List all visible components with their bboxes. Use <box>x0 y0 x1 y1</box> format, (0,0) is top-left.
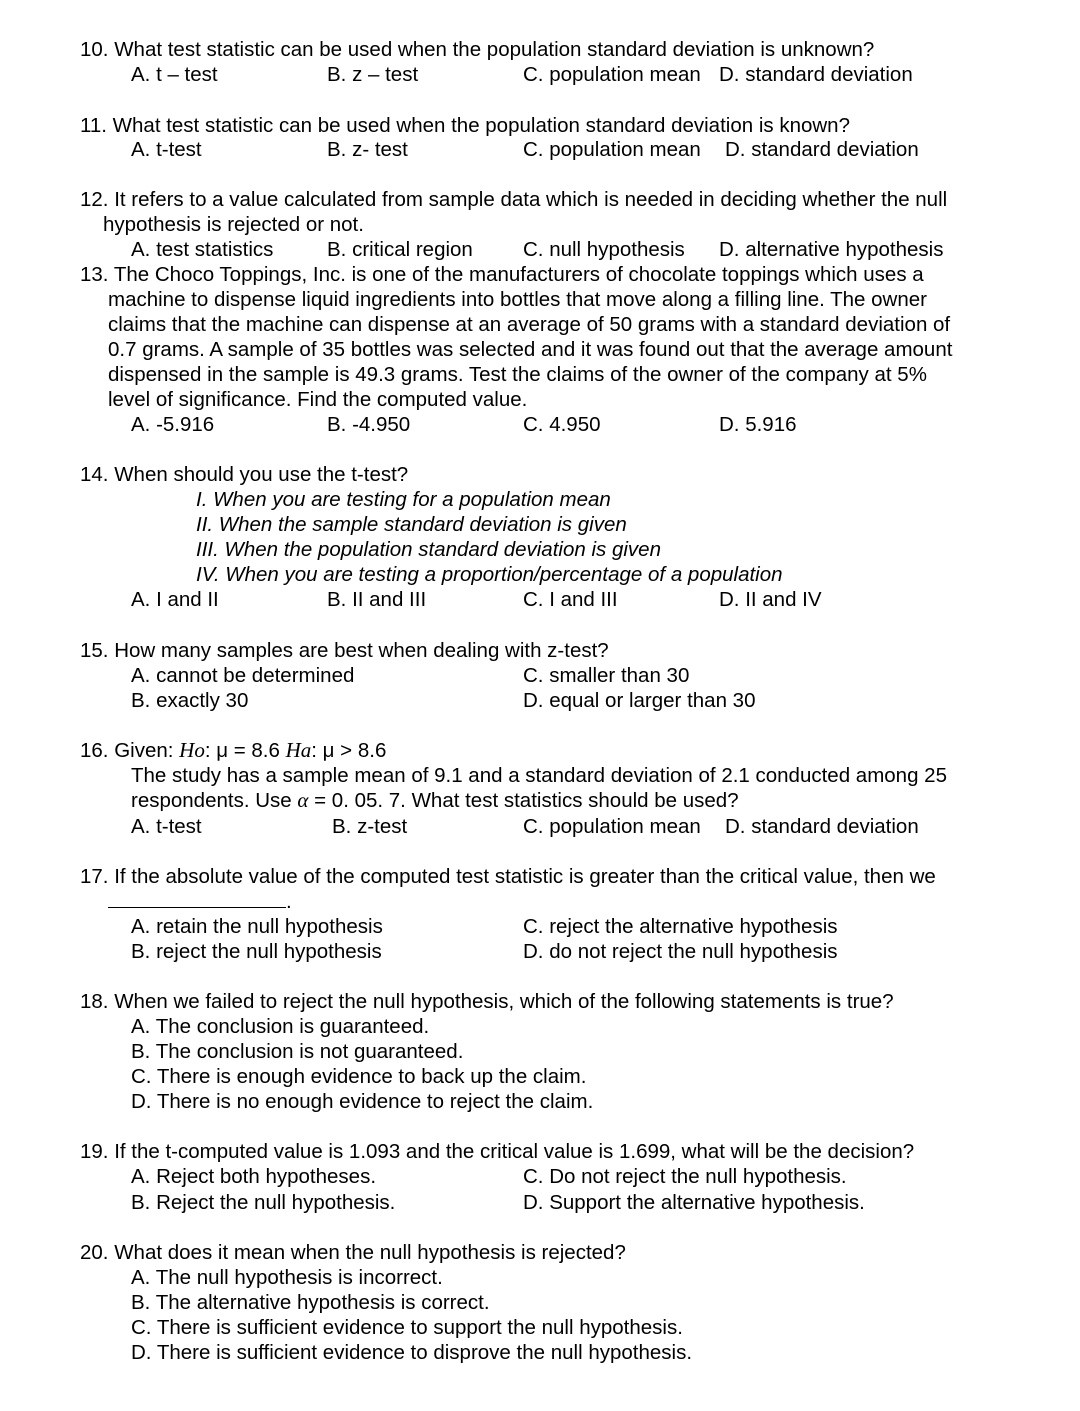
q11-option-d: D. standard deviation <box>725 138 919 161</box>
q16-alt-symbol: Ha <box>285 738 312 762</box>
q19-option-b: B. Reject the null hypothesis. <box>131 1191 396 1214</box>
q17-question: 17. If the absolute value of the computed test statistic is greater than the critical value, then we <box>80 865 936 888</box>
q14-statement-3: III. When the population standard deviation is given <box>196 538 661 561</box>
q14-option-d: D. II and IV <box>719 588 822 611</box>
q12-option-c: C. null hypothesis <box>523 238 685 261</box>
q10-question: 10. What test statistic can be used when the population standard deviation is unknown? <box>80 38 875 61</box>
q16-null-symbol: Ho <box>179 738 205 762</box>
q16-alt-hypothesis: : μ > 8.6 <box>311 739 387 762</box>
q13-option-a: A. -5.916 <box>131 413 215 436</box>
q17-answer-blank <box>108 889 292 914</box>
q16-line3-post: = 0. 05. 7. What test statistics should be used? <box>314 789 739 812</box>
q16-option-b: B. z-test <box>332 815 408 838</box>
q18-option-a: A. The conclusion is guaranteed. <box>131 1015 430 1038</box>
q12-option-d: D. alternative hypothesis <box>719 238 944 261</box>
q19-option-d: D. Support the alternative hypothesis. <box>523 1191 865 1214</box>
q16-option-d: D. standard deviation <box>725 815 919 838</box>
q13-question-line2: machine to dispense liquid ingredients into bottles that move along a filling line. The owner <box>108 288 927 311</box>
q14-statement-4: IV. When you are testing a proportion/percentage of a population <box>196 563 783 586</box>
q13-question-line3: claims that the machine can dispense at an average of 50 grams with a standard deviation of <box>108 313 951 336</box>
q14-option-c: C. I and III <box>523 588 618 611</box>
q11-option-a: A. t-test <box>131 138 202 161</box>
q10-option-d: D. standard deviation <box>719 63 913 86</box>
q17-blank-line <box>108 897 286 908</box>
q16-alpha-symbol: α <box>297 788 309 812</box>
q10-option-a: A. t – test <box>131 63 218 86</box>
q18-question: 18. When we failed to reject the null hypothesis, which of the following statements is true? <box>80 990 894 1013</box>
q18-option-b: B. The conclusion is not guaranteed. <box>131 1040 464 1063</box>
q15-option-a: A. cannot be determined <box>131 664 355 687</box>
q16-null-hypothesis: : μ = 8.6 <box>204 739 280 762</box>
q13-option-b: B. -4.950 <box>327 413 411 436</box>
q17-option-a: A. retain the null hypothesis <box>131 915 383 938</box>
q13-question-line4: 0.7 grams. A sample of 35 bottles was selected and it was found out that the average amount <box>108 338 953 361</box>
q14-option-a: A. I and II <box>131 588 219 611</box>
q16-option-c: C. population mean <box>523 815 701 838</box>
q13-option-c: C. 4.950 <box>523 413 601 436</box>
q15-question: 15. How many samples are best when dealing with z-test? <box>80 639 609 662</box>
q16-question-line2: The study has a sample mean of 9.1 and a standard deviation of 2.1 conducted among 25 <box>131 764 947 787</box>
q20-option-c: C. There is sufficient evidence to support the null hypothesis. <box>131 1316 683 1339</box>
q20-option-b: B. The alternative hypothesis is correct. <box>131 1291 490 1314</box>
q16-given-label: 16. Given: <box>80 739 174 762</box>
q16-line3-pre: respondents. Use <box>131 789 292 812</box>
q18-option-c: C. There is enough evidence to back up the claim. <box>131 1065 587 1088</box>
q12-option-a: A. test statistics <box>131 238 274 261</box>
q19-option-a: A. Reject both hypotheses. <box>131 1165 377 1188</box>
q13-question-line5: dispensed in the sample is 49.3 grams. Test the claims of the owner of the company at 5% <box>108 363 927 386</box>
q10-option-b: B. z – test <box>327 63 419 86</box>
q15-option-c: C. smaller than 30 <box>523 664 690 687</box>
q14-question: 14. When should you use the t-test? <box>80 463 409 486</box>
q19-question: 19. If the t-computed value is 1.093 and the critical value is 1.699, what will be the decision? <box>80 1140 915 1163</box>
q14-statement-2: II. When the sample standard deviation is given <box>196 513 627 536</box>
q17-period: . <box>286 890 292 913</box>
q15-option-b: B. exactly 30 <box>131 689 249 712</box>
q16-question-line3 <box>131 788 739 813</box>
q19-option-c: C. Do not reject the null hypothesis. <box>523 1165 847 1188</box>
q11-question: 11. What test statistic can be used when the population standard deviation is known? <box>80 114 850 137</box>
q13-option-d: D. 5.916 <box>719 413 797 436</box>
q10-option-c: C. population mean <box>523 63 701 86</box>
q17-option-d: D. do not reject the null hypothesis <box>523 940 838 963</box>
q15-option-d: D. equal or larger than 30 <box>523 689 756 712</box>
q17-option-b: B. reject the null hypothesis <box>131 940 382 963</box>
q14-option-b: B. II and III <box>327 588 427 611</box>
q14-statement-1: I. When you are testing for a population mean <box>196 488 611 511</box>
q16-given-line <box>80 738 386 763</box>
q12-option-b: B. critical region <box>327 238 473 261</box>
q13-question-line1: 13. The Choco Toppings, Inc. is one of the manufacturers of chocolate toppings which uses a <box>80 263 924 286</box>
q20-question: 20. What does it mean when the null hypothesis is rejected? <box>80 1241 626 1264</box>
q18-option-d: D. There is no enough evidence to reject the claim. <box>131 1090 594 1113</box>
q20-option-d: D. There is sufficient evidence to disprove the null hypothesis. <box>131 1341 693 1364</box>
q13-question-line6: level of significance. Find the computed value. <box>108 388 528 411</box>
q20-option-a: A. The null hypothesis is incorrect. <box>131 1266 443 1289</box>
q16-option-a: A. t-test <box>131 815 202 838</box>
q11-option-b: B. z- test <box>327 138 408 161</box>
q11-option-c: C. population mean <box>523 138 701 161</box>
q17-option-c: C. reject the alternative hypothesis <box>523 915 838 938</box>
q12-question-line2: hypothesis is rejected or not. <box>103 213 364 236</box>
q12-question-line1: 12. It refers to a value calculated from sample data which is needed in deciding whether the null <box>80 188 948 211</box>
